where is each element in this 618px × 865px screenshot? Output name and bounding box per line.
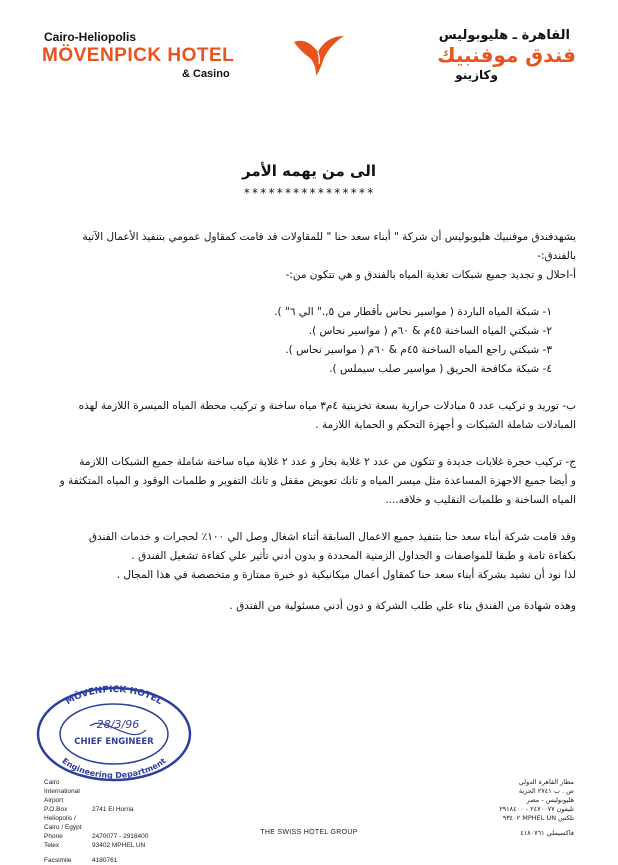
- footer-row: Heliopolis / Cairo / Egypt: [44, 815, 82, 831]
- list-item: ٤- شبكة مكافحة الحريق ( مواسير صلب سيملس ).: [329, 363, 552, 375]
- item-b-line: المبادلات شاملة الشبكات و أجهزة التحكم و الحماية اللازمة .: [315, 419, 576, 431]
- paragraph-line: يشهدفندق موفنبيك هليوبوليس أن شركة " أبناء سعد حنا " للمقاولات قد قامت كمقاول عمومي بتنفيذ الأعمال الآتية: [82, 231, 576, 243]
- item-c-line: المياه الساخنة و طلمبات التقليب و خلافه....: [385, 494, 576, 506]
- footer-row: مطار القاهرة الدولي: [518, 778, 574, 786]
- logo-arabic-casino: وكازينو: [455, 68, 498, 82]
- closing-line: وهذه شهادة من الفندق بناء علي طلب الشركة و دون أدني مسئولية من الفندق .: [229, 600, 576, 612]
- item-c-line: و أيضا جميع الاجهزة المساعدة مثل ميسر المياه و تانك تعويض مقفل و تانك التفوير و طلمبات الوقود و المياه المتكثفة و: [59, 475, 576, 487]
- footer-row: P.O.Box 2741 El Horria: [44, 806, 134, 813]
- item-a: أ-احلال و تجديد جميع شبكات تغذية المياه بالفندق و هي تتكون من:-: [285, 269, 576, 281]
- list-item: ٢- شبكتي المياه الساخنة ٤٥م & ٦٠م ( مواسير نحاس ).: [308, 325, 552, 337]
- footer-row: Facsimile 4180761: [44, 857, 118, 864]
- paragraph-line: بالفندق:-: [537, 250, 576, 262]
- logo-english-city: Cairo-Heliopolis: [44, 30, 137, 44]
- footer-row: Telex 93402 MPHEL UN: [44, 842, 146, 849]
- footer-group-name: THE SWISS HOTEL GROUP: [260, 829, 358, 836]
- bird-logo-icon: [288, 32, 348, 82]
- letter-title: الى من يهمه الأمر: [241, 162, 377, 180]
- footer-address-arabic: [499, 778, 574, 838]
- footer-row: Cairo International Airport: [44, 779, 80, 804]
- svg-text:CHIEF ENGINEER: CHIEF ENGINEER: [74, 737, 154, 747]
- completion-line: لذا نود أن نشيد بشركة أبناء سعد حنا كمقاول أعمال ميكانيكية ذو خبرة ممتازة و متخصصة في هذا المجال .: [116, 569, 576, 581]
- svg-text:Engineering Department: Engineering Department: [60, 756, 168, 781]
- footer-row: فاكسيملي ٤١٨٠٧٦١: [520, 829, 574, 837]
- logo-english-hotel-name: MÖVENPICK HOTEL: [42, 45, 235, 66]
- item-c-line: ج- تركيب حجرة غلايات جديدة و تتكون من عدد ٢ غلاية بخار و عدد ٢ غلاية مياه ساخنة شاملة جميع الشبكات اللازمة: [79, 456, 576, 468]
- svg-text:MÖVENPICK HOTEL: MÖVENPICK HOTEL: [64, 684, 164, 708]
- logo-arabic-hotel-name: فندق موفنبيك: [437, 43, 576, 67]
- logo-english-casino: & Casino: [182, 68, 230, 80]
- footer-row: ص . ب ٢٧٤١ الحرية: [518, 787, 574, 795]
- list-item: ٣- شبكتي راجع المياه الساخنة ٤٥م & ٦٠م ( مواسير نحاس ).: [285, 344, 552, 356]
- completion-line: وقد قامت شركة أبناء سعد حنا بتنفيذ جميع الاعمال السابقة أثناء اشغال وصل الي ١٠٠٪ لحجرات و خدمات الفندق: [88, 531, 576, 543]
- completion-line: بكفاءة تامة و طبقا للمواصفات و الجداول الزمنية المحددة و بدون أدني تأثير علي كفاءة تشغيل الفندق .: [131, 550, 576, 562]
- list-item: ١- شبكة المياه الباردة ( مواسير نحاس بأقطار من ٥,." الي ٦" ).: [274, 306, 552, 318]
- letter-body: [36, 228, 576, 616]
- logo-arabic-city: القاهرة ـ هليوبوليس: [438, 28, 570, 43]
- title-stars: ****************: [243, 186, 375, 200]
- footer-row: تليفون ٢٤٧٠٠٧٧ - ٢٩١٨٤٠٠: [499, 805, 574, 813]
- svg-text:28/3/96: 28/3/96: [96, 718, 140, 731]
- footer-row: تلكس MPHEL UN ٩٣٤٠٢: [502, 814, 574, 822]
- footer-row: Phone 2470077 - 2918400: [44, 833, 149, 840]
- footer-address-english: [44, 778, 148, 865]
- item-b-line: ب- توريد و تركيب عدد ٥ مبادلات حرارية بسعة تخزينية ٤م٣ مياه ساخنة و تركيب محطة المياه الميسرة اللازمة لهذه: [78, 400, 576, 412]
- footer-row: هليوبوليس - مصر: [526, 796, 574, 804]
- engineering-stamp: [34, 684, 194, 788]
